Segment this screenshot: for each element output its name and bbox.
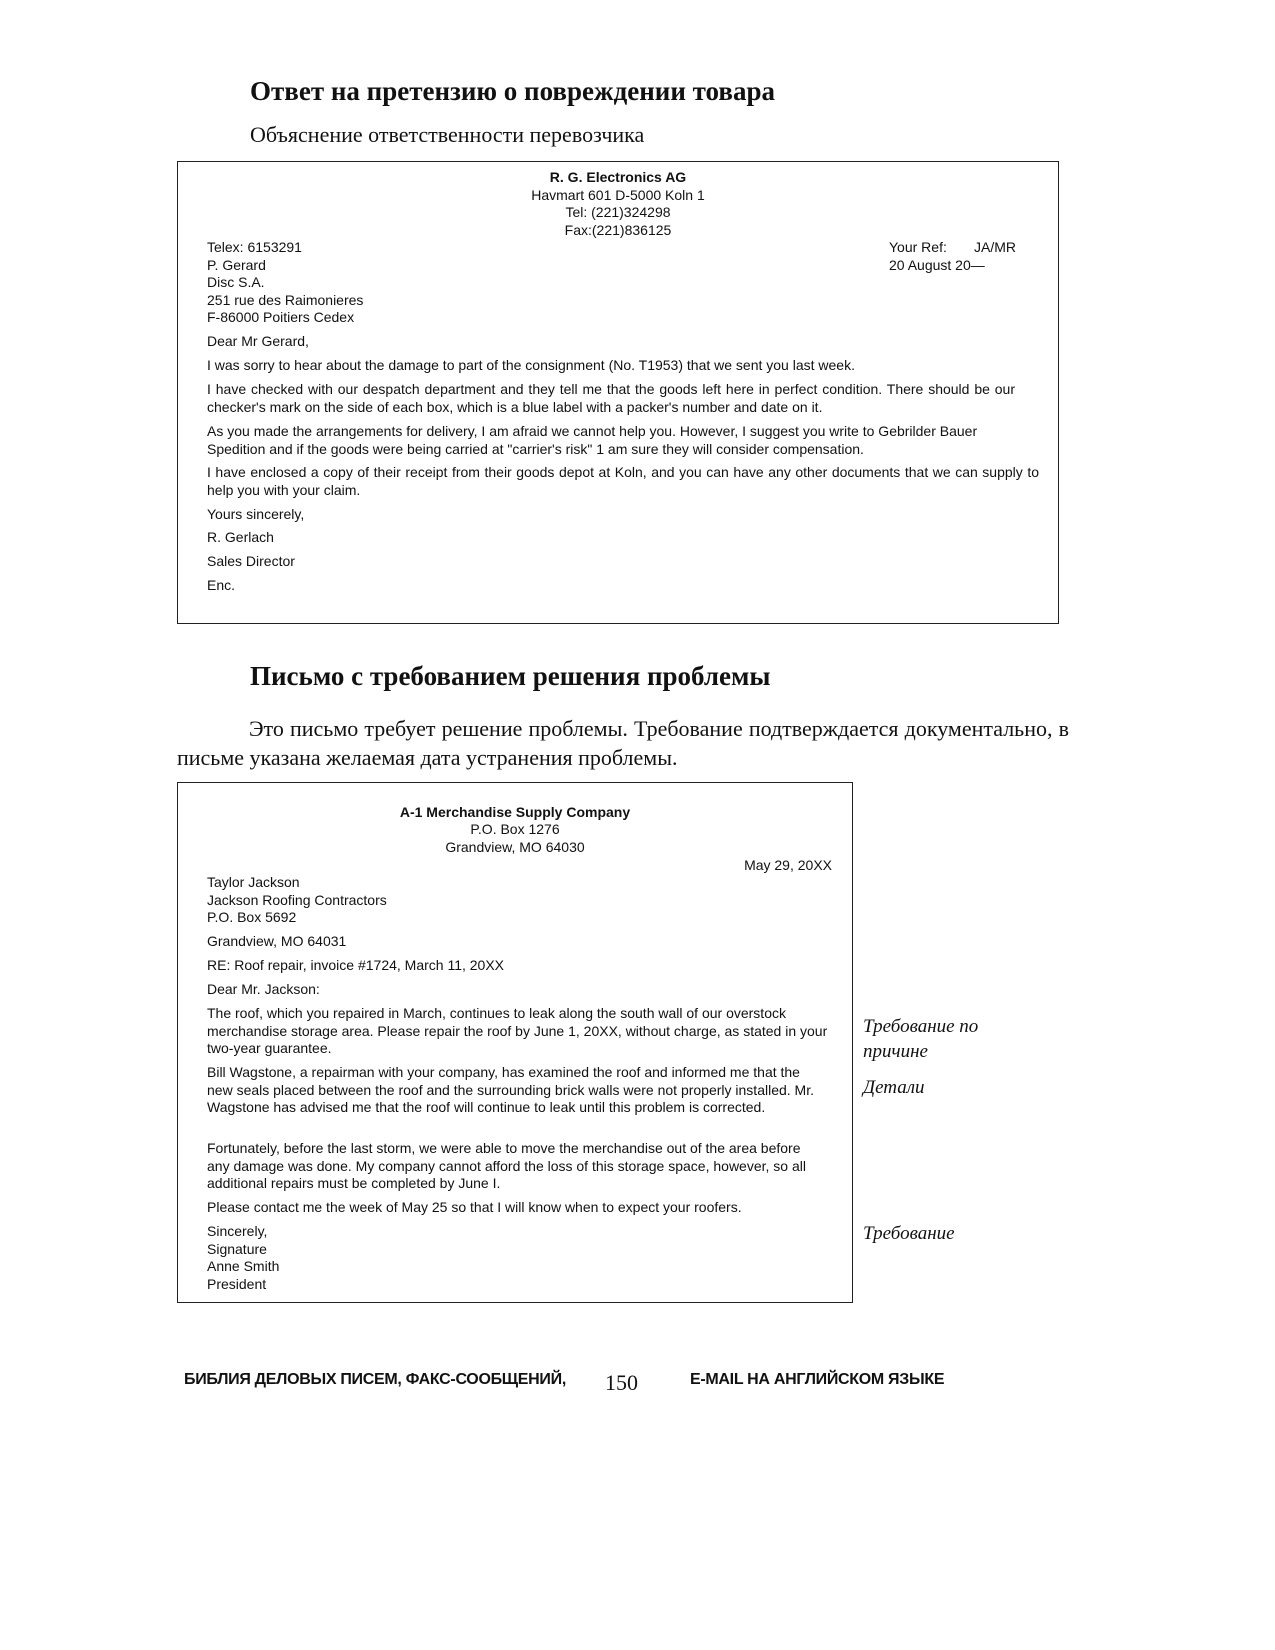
letter2-closing-line: Anne Smith: [207, 1258, 280, 1274]
letter1-your-ref-label: Your Ref:: [889, 239, 947, 255]
letter2-city: Grandview, MO 64030: [445, 839, 585, 855]
margin-note-demand-reason-cont: причине: [863, 1041, 928, 1062]
letter2-salutation: Dear Mr. Jackson:: [207, 981, 320, 997]
letter2-company-name: A-1 Merchandise Supply Company: [399, 804, 631, 820]
letter2-closing-line: President: [207, 1276, 267, 1292]
margin-note-details: Детали: [863, 1077, 925, 1098]
letter2-date: May 29, 20XX: [744, 857, 832, 873]
letter1-paragraph: I have checked with our despatch department and they tell me that the goods left here in perfect condition. There should be our checker's mark on the side of each box, which is a blue label with a packer's number and date on it.: [207, 381, 1015, 415]
letter1-paragraph: As you made the arrangements for delivery, I am afraid we cannot help you. However, I suggest you write to Gebrilder Bauer Spedition and if the goods were being carried at "carrier's risk" 1 am sure they will consider compensation.: [207, 423, 978, 457]
footer-book-title-right: E-MAIL НА АНГЛИЙСКОМ ЯЗЫКЕ: [690, 1371, 945, 1388]
section2-intro: Это письмо требует решение проблемы. Требование подтверждается документально, в письме указана желаемая дата устранения проблемы.: [177, 716, 1069, 770]
letter2-paragraph: Bill Wagstone, a repairman with your company, has examined the roof and informed me that the new seals placed between the roof and the surrounding brick walls were not properly installed. Mr. Wagstone has advised me that the roof will continue to leak until this problem is corrected.: [207, 1064, 814, 1115]
letter1-recipient-line: Disc S.A.: [207, 274, 265, 290]
letter2-paragraph: The roof, which you repaired in March, continues to leak along the south wall of our overstock merchandise storage area. Please repair the roof by June 1, 20XX, without charge, as stated in your two-year guarantee.: [207, 1005, 828, 1056]
letter2-closing-line: Sincerely,: [207, 1223, 268, 1239]
letter1-tel: Tel: (221)324298: [565, 204, 671, 220]
letter1-closing: Yours sincerely,: [207, 506, 305, 522]
letter2-paragraph: Fortunately, before the last storm, we were able to move the merchandise out of the area before any damage was done. My company cannot afford the loss of this storage space, however, so all additional repairs must be completed by June I.: [207, 1140, 806, 1191]
margin-note-demand-reason: Требование по: [863, 1016, 979, 1037]
letter1-paragraph: I was sorry to hear about the damage to part of the consignment (No. T1953) that we sent you last week.: [207, 357, 855, 373]
letter1-your-ref-value: JA/MR: [974, 239, 1016, 255]
letter1-signer: R. Gerlach: [207, 529, 274, 545]
letter1-enclosure: Enc.: [207, 577, 236, 593]
letter1-signer-title: Sales Director: [207, 553, 295, 569]
letter1-recipient-line: F-86000 Poitiers Cedex: [207, 309, 355, 325]
letter2-recipient-line: P.O. Box 5692: [207, 909, 297, 925]
section1-subheading: Объяснение ответственности перевозчика: [250, 122, 645, 147]
letter2-recipient-city: Grandview, MO 64031: [207, 933, 347, 949]
page-number: 150: [605, 1370, 638, 1395]
letter-rg-electronics: [177, 161, 1059, 624]
letter1-salutation: Dear Mr Gerard,: [207, 333, 309, 349]
letter2-paragraph: Please contact me the week of May 25 so that I will know when to expect your roofers.: [207, 1199, 742, 1215]
letter1-date: 20 August 20—: [889, 257, 985, 273]
letter1-fax: Fax:(221)836125: [564, 222, 672, 238]
margin-note-demand: Требование: [863, 1223, 955, 1244]
letter1-address: Havmart 601 D-5000 Koln 1: [531, 187, 705, 203]
section1-heading: Ответ на претензию о повреждении товара: [250, 76, 775, 106]
letter1-recipient-line: 251 rue des Raimonieres: [207, 292, 364, 308]
footer-book-title-left: БИБЛИЯ ДЕЛОВЫХ ПИСЕМ, ФАКС-СООБЩЕНИЙ,: [184, 1371, 566, 1388]
section2-heading: Письмо с требованием решения проблемы: [250, 661, 771, 691]
letter1-recipient-line: P. Gerard: [207, 257, 266, 273]
letter1-company-name: R. G. Electronics AG: [549, 169, 687, 185]
letter1-telex: Telex: 6153291: [207, 239, 302, 255]
letter2-po-box: P.O. Box 1276: [470, 821, 560, 837]
letter1-paragraph: I have enclosed a copy of their receipt from their goods depot at Koln, and you can have any other documents that we can supply to help you with your claim.: [207, 464, 1039, 498]
letter2-recipient-line: Jackson Roofing Contractors: [207, 892, 387, 908]
letter2-recipient-line: Taylor Jackson: [207, 874, 300, 890]
letter2-closing-line: Signature: [207, 1241, 267, 1257]
letter-a1-merchandise: [177, 782, 853, 1303]
letter2-re-line: RE: Roof repair, invoice #1724, March 11, 20XX: [207, 957, 505, 973]
